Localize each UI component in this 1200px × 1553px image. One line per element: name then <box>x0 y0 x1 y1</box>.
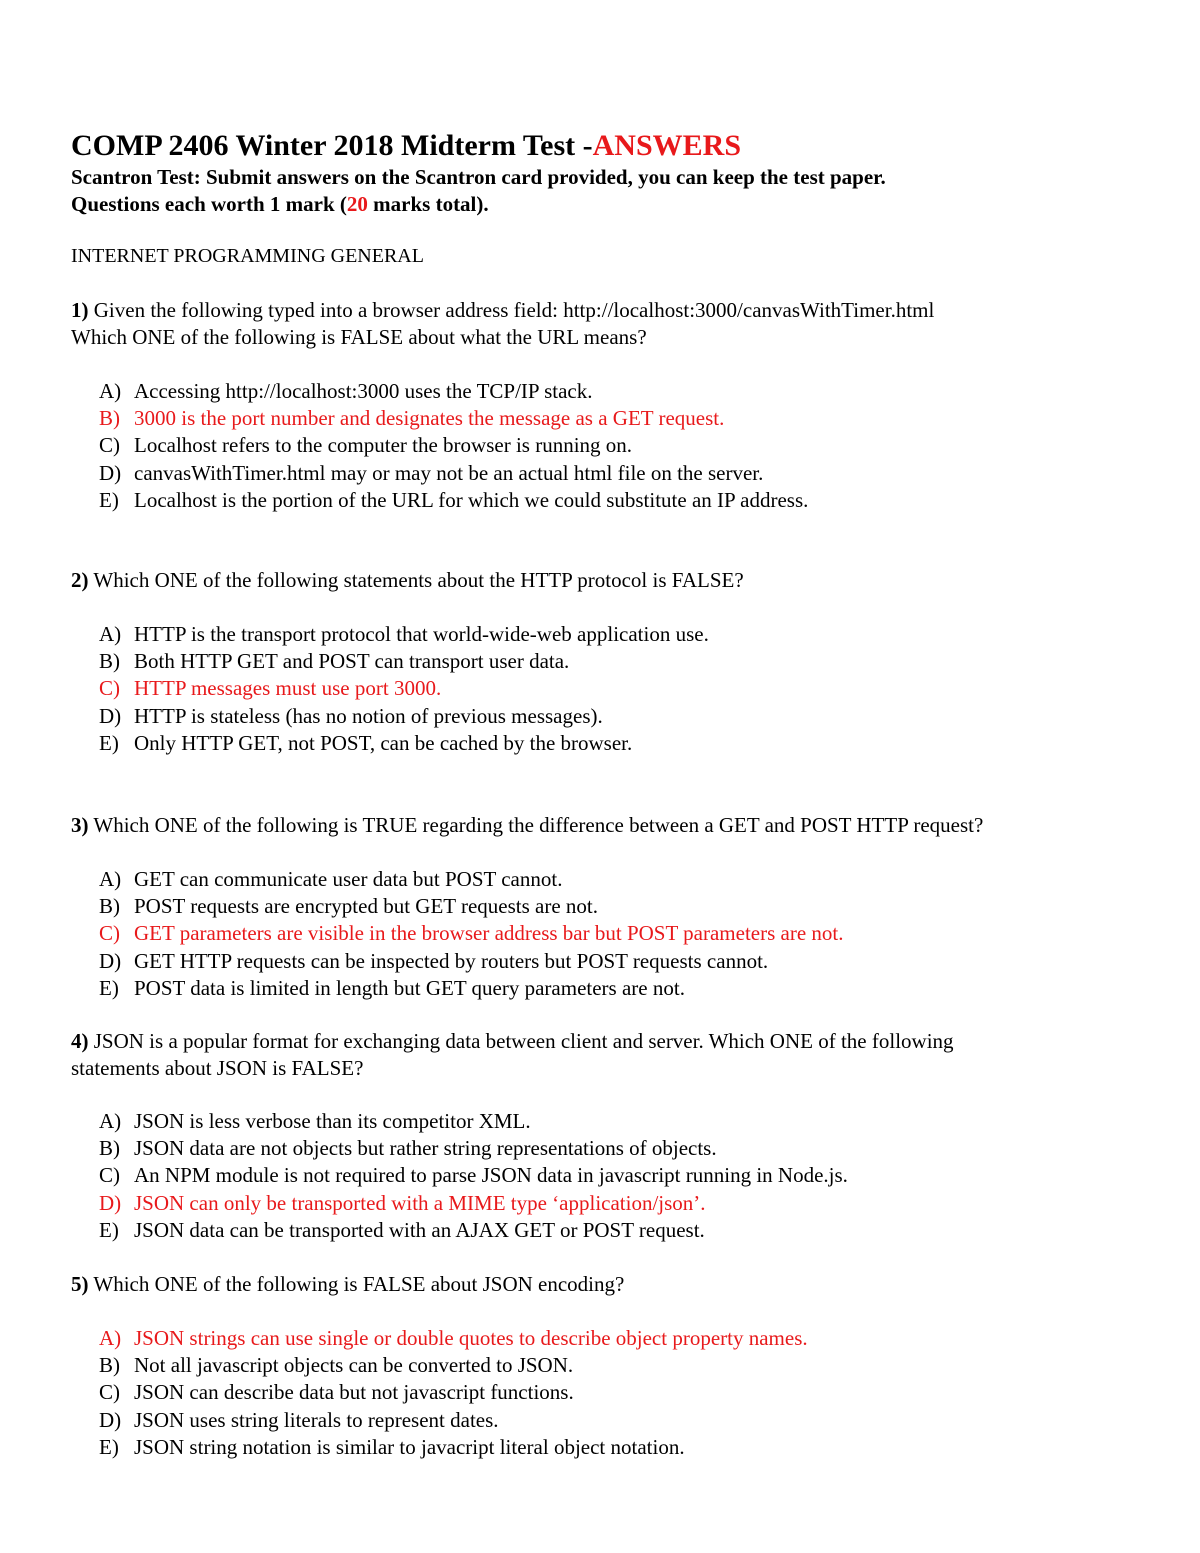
answer-option <box>99 948 768 975</box>
option-letter: D) <box>99 461 122 485</box>
option-text: An NPM module is not required to parse JSON data in javascript running in Node.js. <box>134 1163 848 1187</box>
question-number: 1) <box>71 298 89 322</box>
page-title <box>71 126 741 166</box>
answer-option-correct <box>99 1325 808 1352</box>
answer-option <box>99 1108 531 1135</box>
question-5-text <box>71 1271 624 1298</box>
option-letter: E) <box>99 1435 119 1459</box>
answer-option <box>99 378 592 405</box>
answer-option <box>99 1352 573 1379</box>
option-letter: A) <box>99 379 122 403</box>
option-letter: B) <box>99 406 120 430</box>
answer-option <box>99 487 808 514</box>
answer-option-correct <box>99 1190 706 1217</box>
answer-option <box>99 1135 717 1162</box>
question-4-text <box>71 1055 363 1082</box>
answer-option <box>99 621 709 648</box>
marks-info <box>71 191 489 218</box>
answer-option-correct <box>99 675 441 702</box>
question-number: 2) <box>71 568 89 592</box>
option-text: Localhost refers to the computer the browser is running on. <box>134 433 633 457</box>
option-text: GET HTTP requests can be inspected by routers but POST requests cannot. <box>134 949 769 973</box>
answer-option <box>99 1379 574 1406</box>
marks-prefix: Questions each worth 1 mark ( <box>71 192 347 216</box>
question-line: Given the following typed into a browser address field: http://localhost:3000/canvasWithTimer.html <box>93 298 935 322</box>
answer-option <box>99 432 632 459</box>
option-text: canvasWithTimer.html may or may not be an actual html file on the server. <box>134 461 764 485</box>
question-number: 3) <box>71 813 89 837</box>
question-line: Which ONE of the following is FALSE about what the URL means? <box>71 325 647 349</box>
option-text: JSON data are not objects but rather string representations of objects. <box>134 1136 717 1160</box>
answer-option <box>99 866 562 893</box>
option-text: JSON can only be transported with a MIME type ‘application/json’. <box>134 1191 706 1215</box>
title-answers-label: ANSWERS <box>592 129 742 162</box>
option-letter: D) <box>99 949 122 973</box>
option-letter: D) <box>99 704 122 728</box>
option-letter: C) <box>99 1163 120 1187</box>
option-letter: B) <box>99 649 120 673</box>
option-text: Accessing http://localhost:3000 uses the TCP/IP stack. <box>134 379 593 403</box>
option-text: HTTP messages must use port 3000. <box>134 676 442 700</box>
option-text: Localhost is the portion of the URL for which we could substitute an IP address. <box>134 488 809 512</box>
question-3-text <box>71 812 983 839</box>
option-text: GET parameters are visible in the browser address bar but POST parameters are not. <box>134 921 844 945</box>
question-1-text <box>71 324 647 351</box>
answer-option <box>99 1407 499 1434</box>
answer-option <box>99 730 632 757</box>
option-text: JSON string notation is similar to javacript literal object notation. <box>134 1435 685 1459</box>
option-text: POST data is limited in length but GET query parameters are not. <box>134 976 685 1000</box>
option-text: JSON is less verbose than its competitor XML. <box>134 1109 531 1133</box>
option-letter: E) <box>99 1218 119 1242</box>
option-text: Not all javascript objects can be converted to JSON. <box>134 1353 574 1377</box>
option-text: POST requests are encrypted but GET requests are not. <box>134 894 599 918</box>
question-1-text <box>71 297 934 324</box>
marks-total-value: 20 <box>346 192 368 216</box>
option-text: Both HTTP GET and POST can transport user data. <box>134 649 570 673</box>
option-letter: A) <box>99 1326 122 1350</box>
question-line: Which ONE of the following is TRUE regarding the difference between a GET and POST HTTP request? <box>93 813 984 837</box>
question-2-text <box>71 567 744 594</box>
option-letter: D) <box>99 1191 122 1215</box>
question-line: JSON is a popular format for exchanging data between client and server. Which ONE of the following <box>93 1029 954 1053</box>
answer-option <box>99 975 685 1002</box>
option-text: JSON uses string literals to represent dates. <box>134 1408 499 1432</box>
answer-option <box>99 893 598 920</box>
answer-option <box>99 648 569 675</box>
option-letter: D) <box>99 1408 122 1432</box>
scantron-instructions: Scantron Test: Submit answers on the Scantron card provided, you can keep the test paper. <box>71 165 886 189</box>
question-line: statements about JSON is FALSE? <box>71 1056 364 1080</box>
answer-option-correct <box>99 920 844 947</box>
question-number: 5) <box>71 1272 89 1296</box>
option-letter: B) <box>99 1136 120 1160</box>
option-text: JSON can describe data but not javascript functions. <box>134 1380 574 1404</box>
question-number: 4) <box>71 1029 89 1053</box>
option-letter: C) <box>99 921 120 945</box>
question-4-text <box>71 1028 954 1055</box>
option-text: Only HTTP GET, not POST, can be cached by the browser. <box>134 731 633 755</box>
title-main: COMP 2406 Winter 2018 Midterm Test - <box>71 129 593 162</box>
option-text: HTTP is the transport protocol that world-wide-web application use. <box>134 622 709 646</box>
option-letter: C) <box>99 1380 120 1404</box>
marks-suffix: marks total). <box>367 192 489 216</box>
question-line: Which ONE of the following statements about the HTTP protocol is FALSE? <box>93 568 744 592</box>
option-letter: E) <box>99 976 119 1000</box>
option-text: JSON data can be transported with an AJAX GET or POST request. <box>134 1218 705 1242</box>
option-letter: A) <box>99 622 122 646</box>
option-text: 3000 is the port number and designates the message as a GET request. <box>134 406 725 430</box>
answer-option <box>99 1434 685 1461</box>
question-line: Which ONE of the following is FALSE about JSON encoding? <box>93 1272 625 1296</box>
answer-option <box>99 460 763 487</box>
option-letter: A) <box>99 1109 122 1133</box>
option-letter: B) <box>99 1353 120 1377</box>
option-letter: E) <box>99 488 119 512</box>
answer-option <box>99 1162 848 1189</box>
option-letter: E) <box>99 731 119 755</box>
section-title: INTERNET PROGRAMMING GENERAL <box>71 245 424 267</box>
answer-option <box>99 1217 705 1244</box>
option-text: HTTP is stateless (has no notion of previous messages). <box>134 704 603 728</box>
option-text: GET can communicate user data but POST cannot. <box>134 867 563 891</box>
option-letter: C) <box>99 433 120 457</box>
answer-option <box>99 703 603 730</box>
option-letter: A) <box>99 867 122 891</box>
option-letter: B) <box>99 894 120 918</box>
answer-option-correct <box>99 405 724 432</box>
option-letter: C) <box>99 676 120 700</box>
option-text: JSON strings can use single or double quotes to describe object property names. <box>134 1326 808 1350</box>
